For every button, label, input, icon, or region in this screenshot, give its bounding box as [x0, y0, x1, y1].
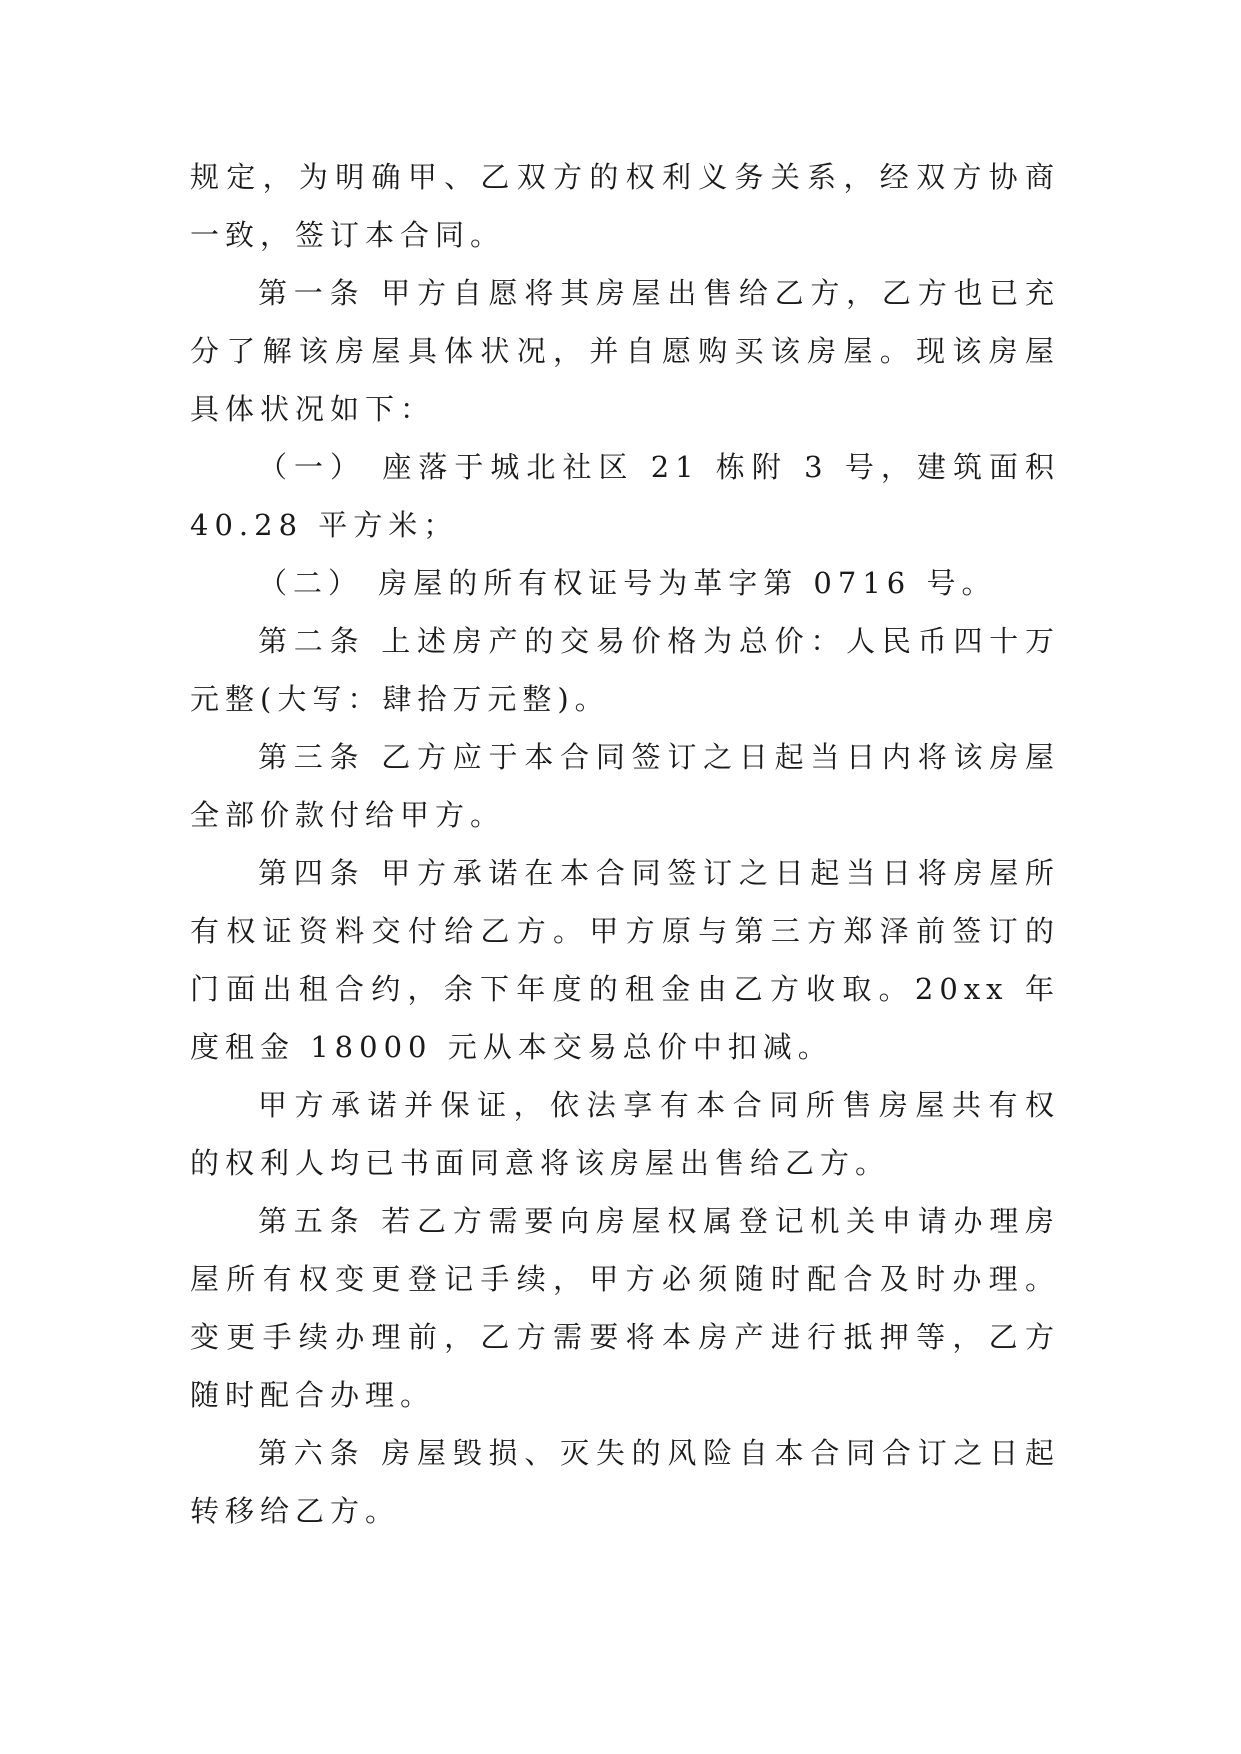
- paragraph-intro-continued: 规定，为明确甲、乙双方的权利义务关系，经双方协商一致，签订本合同。: [190, 160, 1060, 252]
- paragraph-guarantee: 甲方承诺并保证，依法享有本合同所售房屋共有权的权利人均已书面同意将该房屋出售给乙方。: [190, 1088, 1060, 1180]
- paragraph-item-2: （二） 房屋的所有权证号为革字第 0716 号。: [258, 566, 997, 600]
- contract-body: [190, 148, 1060, 1540]
- paragraph-article-6: 第六条 房屋毁损、灭失的风险自本合同合订之日起转移给乙方。: [190, 1436, 1060, 1528]
- paragraph-article-2: 第二条 上述房产的交易价格为总价：人民币四十万元整(大写：肆拾万元整)。: [190, 624, 1060, 716]
- paragraph-article-3: 第三条 乙方应于本合同签订之日起当日内将该房屋全部价款付给甲方。: [190, 740, 1060, 832]
- paragraph-article-1: 第一条 甲方自愿将其房屋出售给乙方，乙方也已充分了解该房屋具体状况，并自愿购买该房屋。现该房屋具体状况如下：: [190, 276, 1060, 426]
- paragraph-article-4: 第四条 甲方承诺在本合同签订之日起当日将房屋所有权证资料交付给乙方。甲方原与第三方郑泽前签订的门面出租合约，余下年度的租金由乙方收取。20xx 年度租金 18000 元从本交易总价中扣减。: [190, 856, 1060, 1064]
- paragraph-article-5: 第五条 若乙方需要向房屋权属登记机关申请办理房屋所有权变更登记手续，甲方必须随时配合及时办理。变更手续办理前，乙方需要将本房产进行抵押等，乙方随时配合办理。: [190, 1204, 1060, 1412]
- paragraph-item-1: （一） 座落于城北社区 21 栋附 3 号，建筑面积 40.28 平方米；: [190, 450, 1060, 542]
